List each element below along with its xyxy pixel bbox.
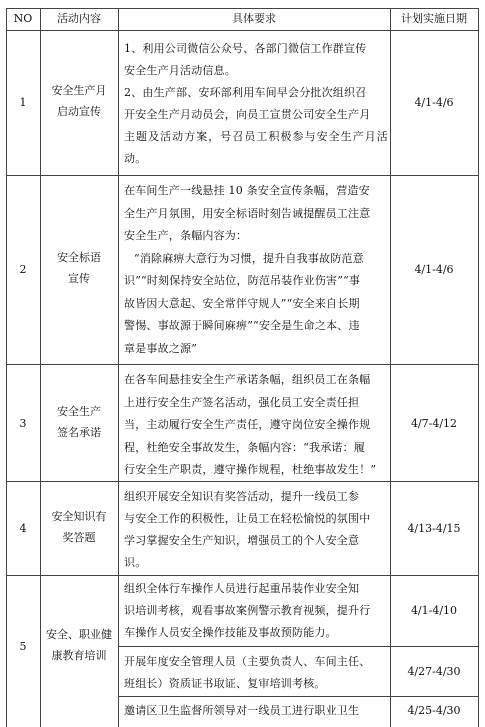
activity-line: 安全知识有 — [51, 510, 107, 523]
requirement-line: 开展年度安全管理人员（主要负责人、车间主任、 — [124, 655, 371, 668]
requirement-line: 识。 — [124, 556, 147, 569]
header-requirement: 具体要求 — [232, 12, 276, 25]
requirement-text — [124, 486, 388, 574]
activity-name — [40, 508, 118, 546]
row-number: 1 — [19, 96, 27, 109]
requirement-line: 组织开展安全知识有奖答活动，提升一线员工参 — [124, 490, 360, 503]
grid-line — [118, 646, 479, 647]
requirement-line: “消除麻痹大意行为习惯，提升自我事故防范意 — [134, 251, 364, 265]
plan-date: 4/27-4/30 — [407, 665, 461, 678]
activity-line: 签名承诺 — [57, 426, 101, 439]
grid-line — [478, 8, 479, 727]
requirement-line: 警惕、事故源于瞬间麻痹”“安全是生命之本、违 — [124, 319, 360, 332]
requirement-text — [124, 180, 388, 360]
plan-date: 4/7-4/12 — [410, 417, 458, 430]
header-date: 计划实施日期 — [401, 12, 467, 25]
requirement-line: 2、由生产部、安环部利用车间早会分批次组织召 — [124, 86, 367, 99]
requirement-line: 开安全生产月动员会，向员工宣贯公司安全生产月 — [124, 108, 371, 121]
activity-name — [40, 82, 118, 120]
requirement-line: 识”“时刻保持安全站位，防范吊装作业伤害”“事 — [124, 274, 361, 287]
requirement-line: 组织全体行车操作人员进行起重吊装作业安全知 — [124, 582, 360, 595]
activity-name — [40, 626, 118, 664]
requirement-line: 1、利用公司微信公众号、各部门微信工作群宣传 — [124, 42, 367, 55]
requirement-line: 学习掌握安全生产知识，增强员工的个人安全意 — [124, 534, 360, 547]
requirement-line: 在车间生产一线悬挂 10 条安全宣传条幅，营造安 — [124, 184, 370, 197]
grid-line — [6, 8, 7, 727]
requirement-text — [124, 578, 388, 644]
requirement-text — [124, 702, 388, 719]
activity-name — [40, 249, 118, 287]
grid-line — [6, 30, 479, 31]
row-number: 4 — [19, 522, 27, 535]
requirement-line: 邀请区卫生监督所领导对一线员工进行职业卫生 — [124, 704, 360, 717]
activity-line: 启动宣传 — [57, 105, 101, 118]
row-number: 2 — [19, 263, 27, 276]
plan-date: 4/1-4/10 — [410, 604, 458, 617]
header-no: NO — [13, 12, 33, 25]
activity-line: 康教育培训 — [51, 649, 107, 662]
grid-line — [6, 175, 479, 176]
grid-line — [6, 575, 479, 576]
plan-date: 4/13-4/15 — [407, 522, 461, 535]
requirement-text — [124, 369, 388, 482]
grid-line — [6, 364, 479, 365]
header-activity: 活动内容 — [57, 12, 101, 25]
grid-line — [390, 8, 391, 727]
requirement-line: 程，杜绝安全事故发生，条幅内容：“我承诺：履 — [124, 440, 366, 454]
grid-line — [6, 8, 479, 9]
requirement-line: 主题及活动方案，号召员工积极参与安全生产月活动。 — [124, 130, 388, 165]
activity-line: 安全生产 — [57, 405, 101, 418]
requirement-text — [124, 38, 388, 170]
grid-line — [118, 8, 119, 727]
requirement-line: 安全生产月活动信息。 — [124, 64, 236, 77]
activity-name — [40, 403, 118, 441]
requirement-line: 当，主动履行安全生产责任，遵守岗位安全操作规 — [124, 418, 371, 431]
activity-line: 安全生产月 — [51, 84, 107, 97]
plan-date: 4/1-4/6 — [414, 96, 454, 109]
requirement-line: 上进行安全生产签名活动，强化员工安全责任担 — [124, 395, 360, 409]
requirement-line: 车操作人员安全操作技能及事故预防能力。 — [124, 626, 337, 639]
plan-date: 4/1-4/6 — [414, 263, 454, 276]
requirement-line: 识培训考核，观看事故案例警示教育视频，提升行 — [124, 604, 371, 617]
requirement-line: 全生产月氛围，用安全标语时刻告诫提醒员工注意 — [124, 206, 371, 220]
plan-date: 4/25-4/30 — [407, 704, 461, 717]
grid-line — [118, 696, 479, 697]
activity-line: 奖答题 — [62, 531, 96, 544]
activity-line: 宣传 — [68, 272, 90, 285]
requirement-line: 在各车间悬挂安全生产承诺条幅，组织员工在条幅 — [124, 373, 371, 386]
requirement-line: 与安全工作的积极性，让员工在轻松愉悦的氛围中 — [124, 512, 371, 525]
requirement-line: 行安全生产职责，遵守操作规程，杜绝事故发生！” — [124, 463, 377, 476]
requirement-text — [124, 651, 388, 695]
row-number: 3 — [19, 417, 27, 430]
requirement-line: 章是事故之源” — [124, 341, 198, 355]
requirement-line: 班组长）资质证书取证、复审培训考核。 — [124, 677, 326, 690]
activity-line: 安全标语 — [57, 251, 101, 264]
requirement-line: 安全生产，条幅内容为： — [124, 229, 248, 242]
row-number: 5 — [19, 640, 27, 653]
activity-line: 安全、职业健 — [46, 628, 112, 641]
requirement-line: 故皆因大意起、安全常伴守规人”“安全来自长期 — [124, 296, 360, 310]
